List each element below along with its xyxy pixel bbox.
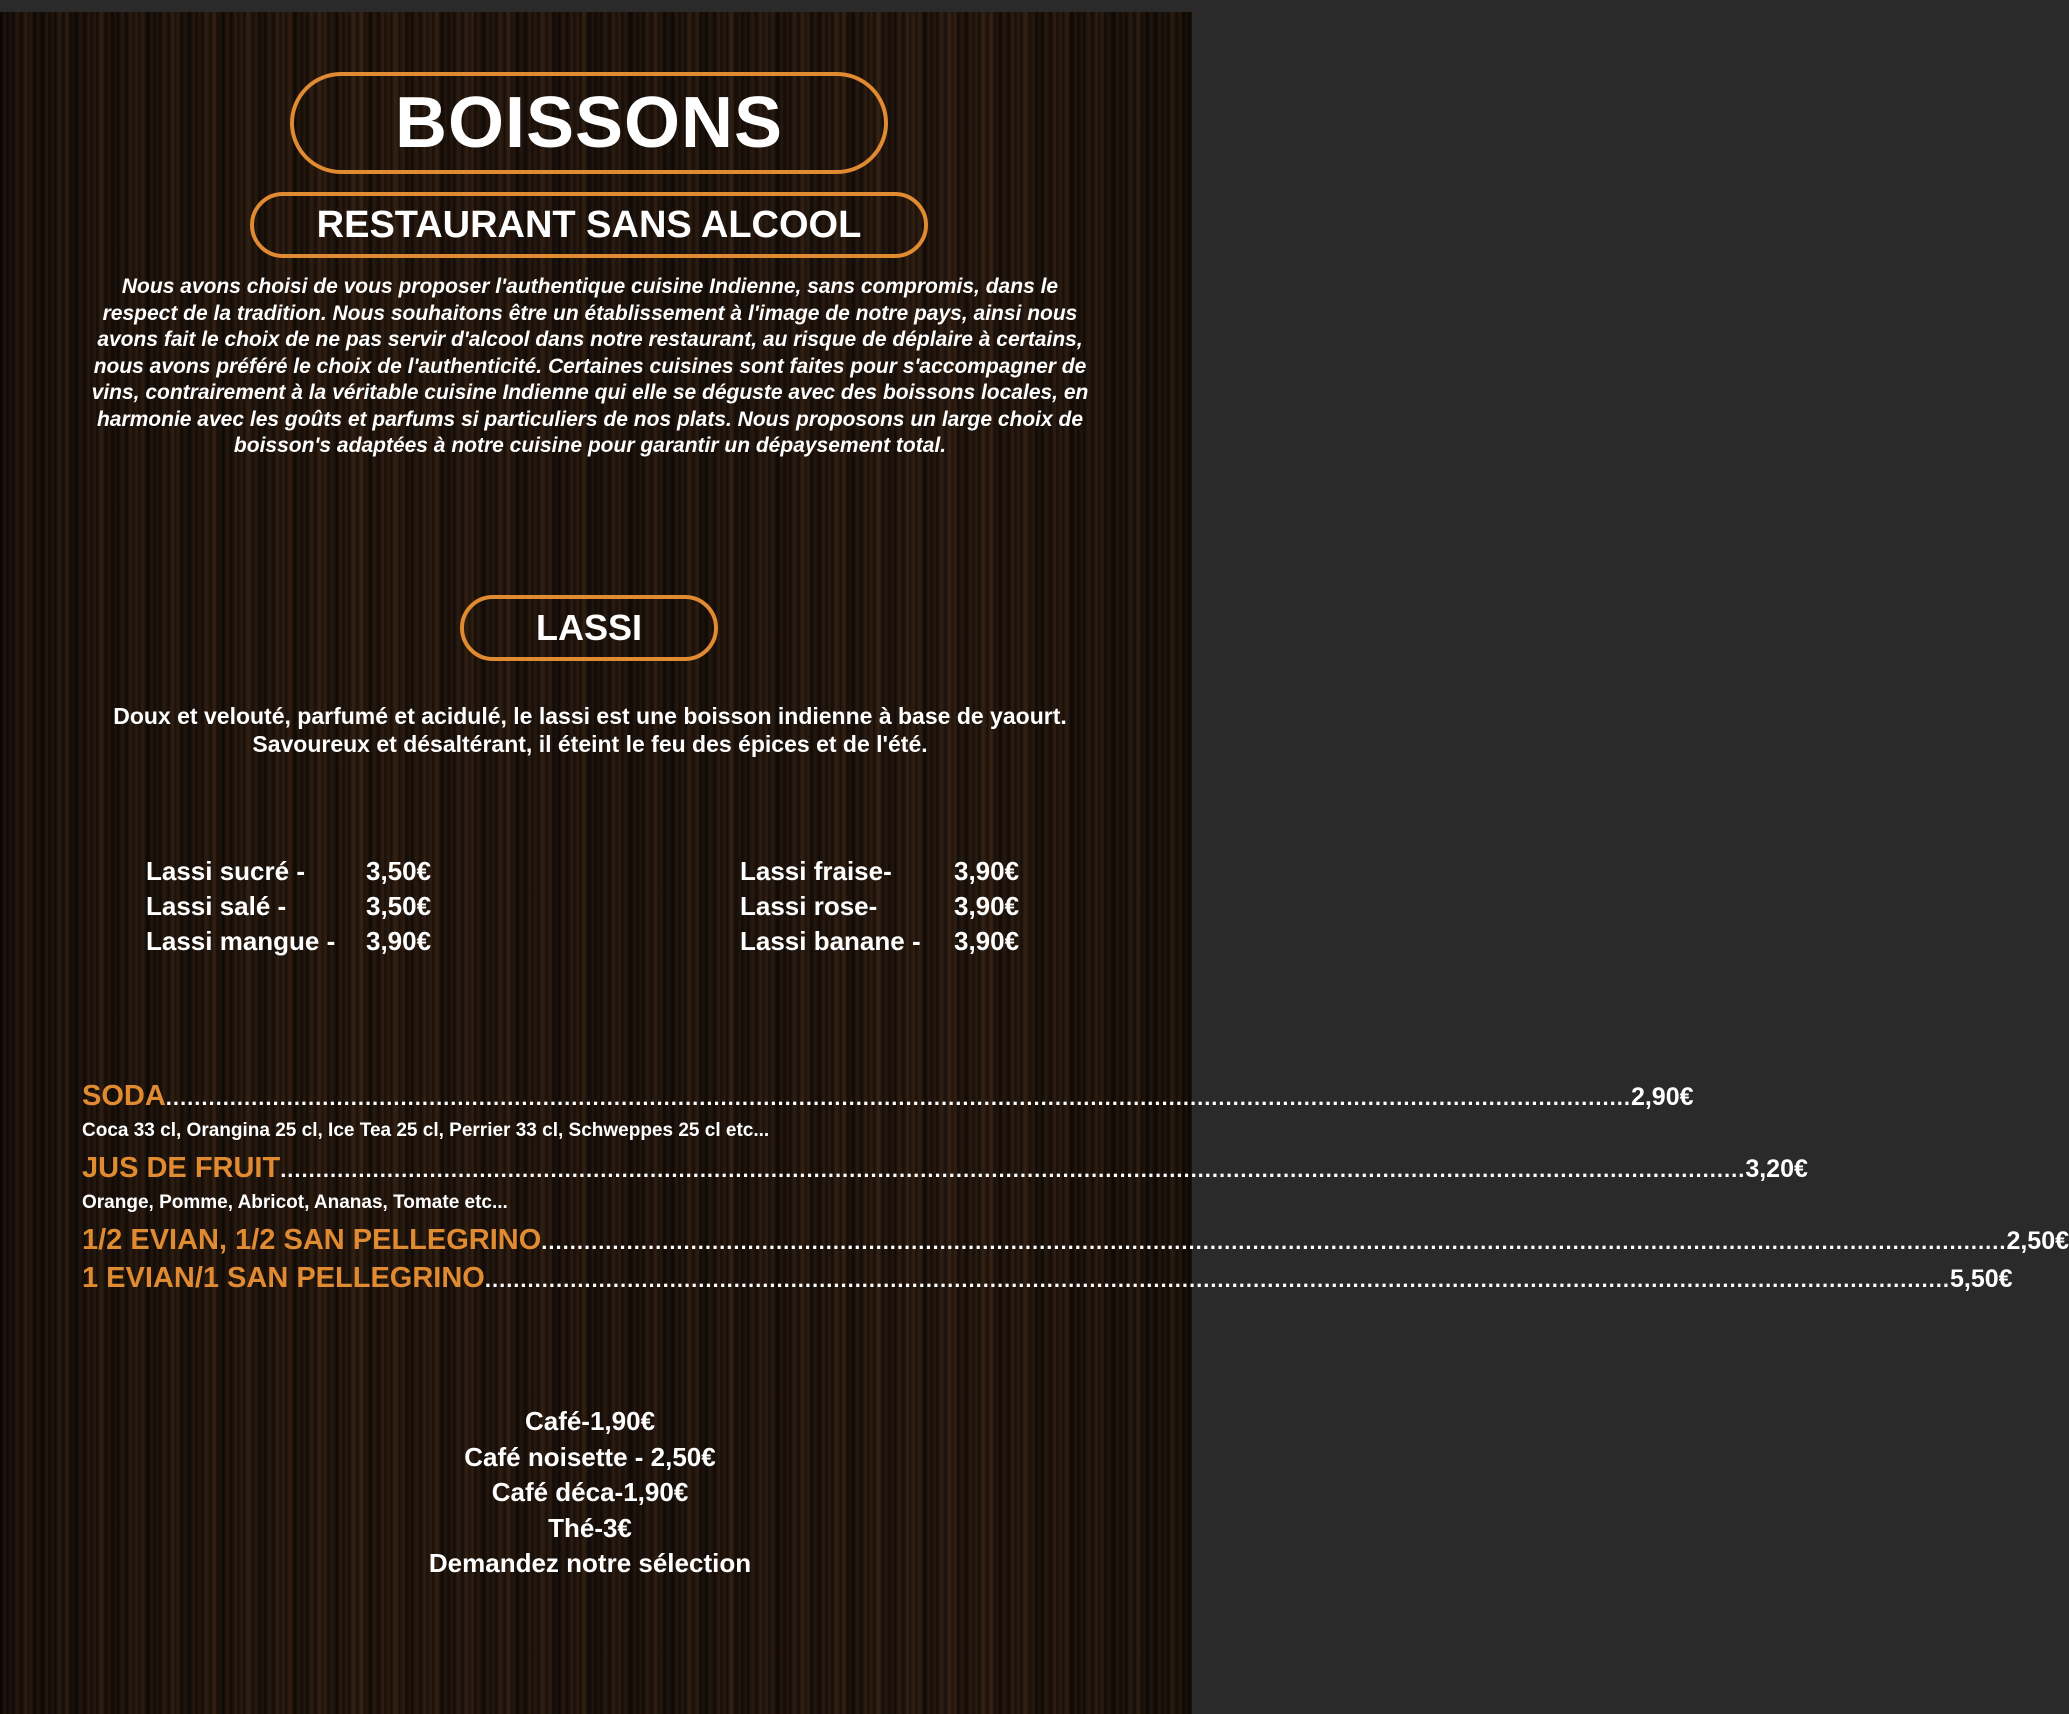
hot-drinks-list (300, 1404, 880, 1582)
dot-leader: .............................................................................................................................................................................................................. (541, 1229, 2007, 1254)
drink-details: Coca 33 cl, Orangina 25 cl, Ice Tea 25 cl, Perrier 33 cl, Schweppes 25 cl etc... (82, 1120, 770, 1141)
dot-leader: .............................................................................................................................................................................................................. (165, 1085, 1631, 1110)
lassi-item-price: 3,50€ (366, 891, 432, 921)
page-title: BOISSONS (394, 83, 784, 163)
lassi-heading-pill (460, 595, 718, 661)
menu-page (0, 12, 2069, 1714)
drink-half-water (82, 1222, 2069, 1260)
drink-name: JUS DE FRUIT (82, 1152, 281, 1184)
drink-name: 1 EVIAN/1 SAN PELLEGRINO (82, 1262, 485, 1294)
drink-price: 2,50€ (2006, 1227, 2069, 1255)
hot-drink-line: Demandez notre sélection (428, 1548, 752, 1578)
drink-name: SODA (82, 1080, 166, 1112)
lassi-item (740, 924, 1019, 959)
subtitle-pill (250, 192, 928, 258)
title-pill (290, 72, 888, 174)
page-subtitle: RESTAURANT SANS ALCOOL (316, 203, 862, 246)
lassi-item (740, 889, 1019, 924)
drink-price: 2,90€ (1630, 1083, 1694, 1111)
hot-drink-line: Thé-3€ (548, 1512, 632, 1543)
dot-leader: .............................................................................................................................................................................................................. (484, 1267, 1950, 1292)
lassi-item-name: Lassi salé - (146, 891, 287, 921)
lassi-item-name: Lassi banane - (740, 926, 921, 956)
lassi-list-right (740, 854, 1019, 959)
hot-drink-line: Café-1,90€ (524, 1406, 656, 1436)
lassi-item-price: 3,90€ (954, 856, 1020, 886)
lassi-item-price: 3,90€ (366, 926, 432, 956)
drink-soda (82, 1078, 1694, 1116)
drinks-list (82, 1078, 2069, 1298)
drink-jus (82, 1150, 1808, 1188)
hot-drink-line: Café déca-1,90€ (491, 1477, 689, 1507)
lassi-item-price: 3,90€ (954, 926, 1020, 956)
dot-leader: .............................................................................................................................................................................................................. (280, 1157, 1746, 1182)
drink-details: Orange, Pomme, Abricot, Ananas, Tomate etc... (82, 1192, 508, 1213)
lassi-item-name: Lassi sucré - (146, 856, 305, 886)
lassi-description: Doux et velouté, parfumé et acidulé, le lassi est une boisson indienne à base de yaourt. Savoureux et désaltérant, il éteint le feu des épices et de l'été. (113, 703, 1067, 757)
drink-price: 5,50€ (1950, 1265, 2013, 1293)
drink-name: 1/2 EVIAN, 1/2 SAN PELLEGRINO (82, 1224, 542, 1256)
lassi-heading: LASSI (535, 607, 642, 648)
lassi-item-name: Lassi mangue - (146, 926, 336, 956)
hot-drink-line: Café noisette - 2,50€ (464, 1441, 716, 1472)
lassi-item-name: Lassi fraise- (740, 856, 892, 886)
lassi-item (146, 854, 431, 889)
lassi-item (740, 854, 1019, 889)
lassi-item-price: 3,50€ (366, 856, 432, 886)
drink-full-water (82, 1260, 2013, 1298)
lassi-item (146, 924, 431, 959)
intro-paragraph: Nous avons choisi de vous proposer l'authentique cuisine Indienne, sans compromis, dans le respect de la tradition. Nous souhaitons être un établissement à l'image de notre pays, ainsi nous avons fait le choix de ne pas servir d'alcool dans notre restaurant, au risque de déplaire à certains, nous avons préféré le choix de l'authenticité. Certaines cuisines sont faites pour s'accompagner de vins, contrairement à la véritable cuisine Indienne qui elle se déguste avec des boissons locales, en harmonie avec les goûts et parfums si particuliers de nos plats. Nous proposons un large choix de boisson's adaptées à notre cuisine pour garantir un dépaysement total. (91, 275, 1089, 457)
lassi-item-price: 3,90€ (954, 891, 1020, 921)
lassi-item-name: Lassi rose- (740, 891, 878, 921)
lassi-item (146, 889, 431, 924)
lassi-list-left (146, 854, 431, 959)
drink-price: 3,20€ (1745, 1155, 1808, 1183)
